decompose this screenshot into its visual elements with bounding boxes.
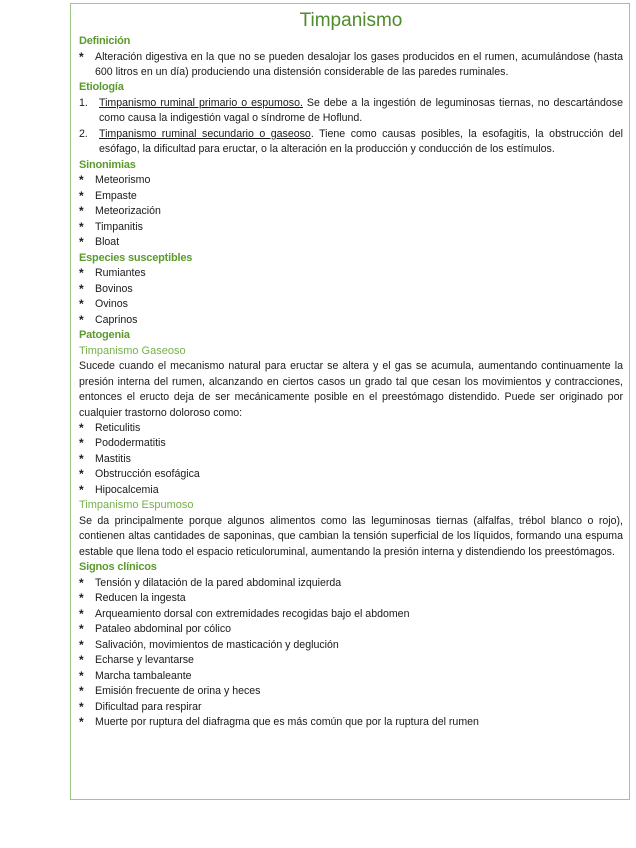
- heading-definicion: Definición: [79, 35, 131, 47]
- list-item: * Tensión y dilatación de la pared abdominal izquierda: [79, 576, 623, 592]
- subheading-espumoso: Timpanismo Espumoso: [79, 499, 194, 512]
- list-item: * Muerte por ruptura del diafragma que es más común que por la ruptura del rumen: [79, 715, 623, 731]
- list-item: [79, 127, 623, 158]
- list-item: * Marcha tambaleante: [79, 669, 623, 685]
- sinonimias-list: [79, 173, 623, 251]
- heading-signos: Signos clínicos: [79, 561, 157, 574]
- list-item: * Empaste: [79, 189, 623, 205]
- list-item: [79, 96, 623, 127]
- underlined-term: Timpanismo ruminal primario o espumoso.: [99, 96, 303, 109]
- item-text: . Tiene como causas posibles, la esofagitis, la obstrucción del esófago, la dificultad para eructar, o la alteración en la producción y conducción de los estímulos.: [99, 127, 623, 156]
- heading-patogenia: Patogenia: [79, 329, 130, 342]
- list-item: * Bovinos: [79, 282, 623, 298]
- list-item: * Pododermatitis: [79, 436, 623, 452]
- list-item: * Pataleo abdominal por cólico: [79, 622, 623, 638]
- list-item: * Mastitis: [79, 452, 623, 468]
- list-item: * Emisión frecuente de orina y heces: [79, 684, 623, 700]
- document-body: [79, 8, 623, 731]
- list-item: * Arqueamiento dorsal con extremidades recogidas bajo el abdomen: [79, 607, 623, 623]
- gaseoso-causes-list: [79, 421, 623, 499]
- list-item: * Reticulitis: [79, 421, 623, 437]
- heading-sinonimias: Sinonimias: [79, 158, 136, 171]
- list-item: * Bloat: [79, 235, 623, 251]
- list-item: * Obstrucción esofágica: [79, 467, 623, 483]
- list-item: * Meteorismo: [79, 173, 623, 189]
- paragraph-espumoso: Se da principalmente porque algunos alimentos como las leguminosas tiernas (alfalfas, trébol blanco o rojo), contienen altas cantidades de saponinas, que cambian la tensión superficial de los líquidos, formando una espuma estable que llena todo el espacio reticuloruminal, aumentando la presión interna y distendiendo los preestómagos.: [79, 514, 623, 558]
- list-item: * Salivación, movimientos de masticación y deglución: [79, 638, 623, 654]
- list-number: 2.: [79, 127, 88, 140]
- underlined-term: Timpanismo ruminal secundario o gaseoso: [99, 127, 311, 140]
- list-item: * Caprinos: [79, 313, 623, 329]
- list-item: * Rumiantes: [79, 266, 623, 282]
- list-item: * Hipocalcemia: [79, 483, 623, 499]
- list-item: * Dificultad para respirar: [79, 700, 623, 716]
- list-item: * Ovinos: [79, 297, 623, 313]
- list-item: * Timpanitis: [79, 220, 623, 236]
- item-text: Se debe a la ingestión de leguminosas tiernas, no descartándose como causa la indigestión vagal o síndrome de Hoflund.: [99, 96, 623, 125]
- subheading-gaseoso: Timpanismo Gaseoso: [79, 344, 186, 357]
- definicion-list: [79, 50, 623, 81]
- list-item: * Echarse y levantarse: [79, 653, 623, 669]
- page-title: Timpanismo: [299, 10, 403, 31]
- list-item: * Meteorización: [79, 204, 623, 220]
- list-item: * Reducen la ingesta: [79, 591, 623, 607]
- list-number: 1.: [79, 96, 88, 109]
- paragraph-gaseoso: Sucede cuando el mecanismo natural para eructar se altera y el gas se acumula, aumentando continuamente la presión interna del rumen, alcanzando en ciertos casos un grado tal que cesan los movimientos y contracciones, entonces el eructo deja de ser mecánicamente posible en el preestómago distendido. Puede ser originado por cualquier trastorno doloroso como:: [79, 360, 623, 419]
- etiologia-list: [79, 96, 623, 158]
- heading-etiologia: Etiología: [79, 81, 124, 94]
- especies-list: [79, 266, 623, 328]
- signos-list: [79, 576, 623, 731]
- heading-especies: Especies susceptibles: [79, 251, 193, 264]
- list-item: * Alteración digestiva en la que no se pueden desalojar los gases producidos en el rumen, acumulándose (hasta 600 litros en un día) produciendo una distensión considerable de las paredes ruminales.: [79, 50, 623, 81]
